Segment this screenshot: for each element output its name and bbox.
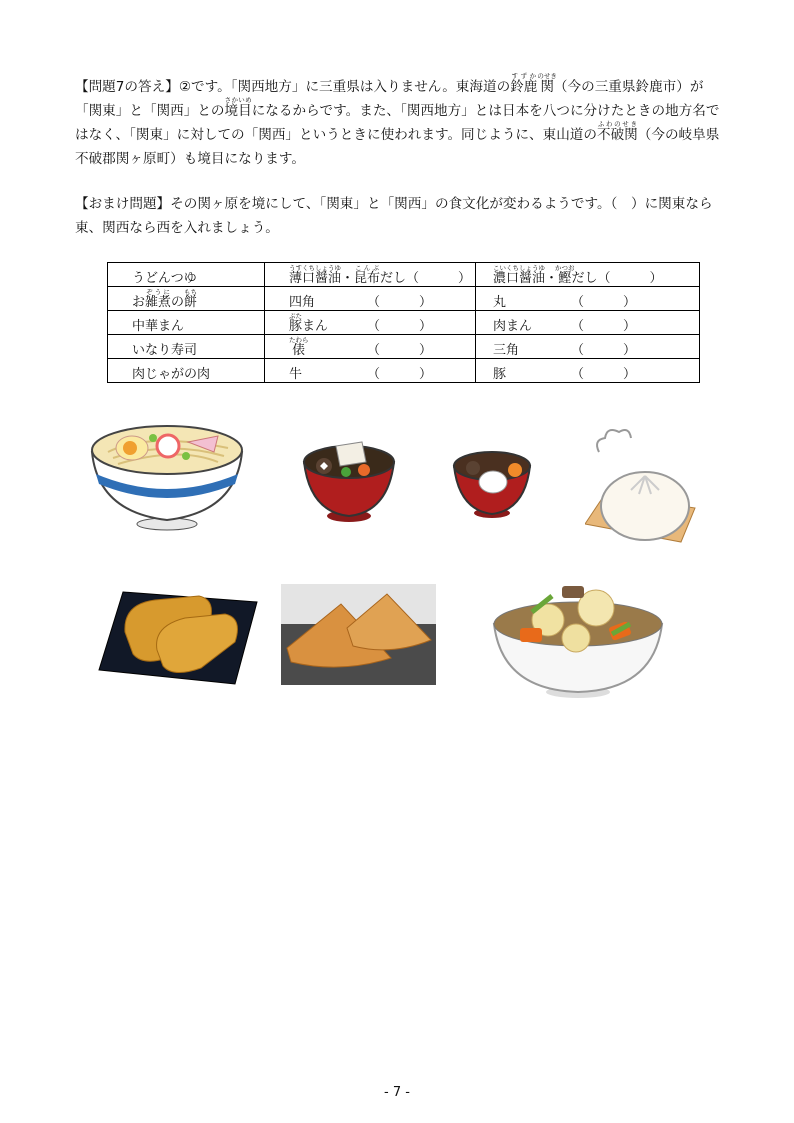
nikujaga-bowl-icon	[492, 572, 664, 700]
udon-bowl-icon	[88, 412, 246, 532]
zouni-square-mochi-icon	[300, 432, 398, 524]
item-cell: お雑煮ぞうにの餅もち	[108, 287, 265, 311]
item-cell: いなり寿司	[108, 335, 265, 359]
option-b: 肉まん （ ）	[476, 311, 700, 335]
option-b: 丸 （ ）	[476, 287, 700, 311]
item-cell: 中華まん	[108, 311, 265, 335]
item-cell: うどんつゆ	[108, 263, 265, 287]
option-a: 四角 （ ）	[265, 287, 476, 311]
table-row	[108, 287, 700, 311]
answer-label: 【問題7の答え】	[75, 79, 179, 95]
steamed-bun-icon	[585, 424, 697, 544]
kansai-option: 薄口醤油うすくちしょうゆ・昆布こんぶだし（ ）	[265, 263, 476, 287]
zouni-round-mochi-icon	[451, 438, 533, 520]
option-a: 牛 （ ）	[265, 359, 476, 383]
answer-paragraph: 【問題7の答え】②です。「関西地方」に三重県は入りません。東海道の鈴鹿すずか関のせき（今の三重県鈴鹿市）が「関東」と「関西」との境目さかいめになるからです。また、「関西地方」とは日本を八つに分けたときの地方名ではなく、「関東」に対しての「関西」というときに使われます。同じように、東山道の不破関ふわのせき（今の岐阜県不破郡関ヶ原町）も境目になります。	[75, 72, 720, 167]
page-number: - 7 -	[384, 1085, 410, 1100]
table-row	[108, 263, 700, 287]
table-row	[108, 311, 700, 335]
table-row	[108, 335, 700, 359]
table-row	[108, 359, 700, 383]
kanto-option: 濃口醤油こいくちしょうゆ・鰹かつおだし（ ）	[476, 263, 700, 287]
option-a: 豚ぶたまん （ ）	[265, 311, 476, 335]
option-b: 豚 （ ）	[476, 359, 700, 383]
bonus-label: 【おまけ問題】	[75, 196, 171, 212]
inari-triangle-icon	[281, 584, 436, 685]
option-b: 三角 （ ）	[476, 335, 700, 359]
food-culture-table	[107, 262, 700, 383]
inari-tawara-icon	[97, 584, 259, 686]
item-cell: 肉じゃがの肉	[108, 359, 265, 383]
bonus-paragraph: 【おまけ問題】その関ヶ原を境にして、「関東」と「関西」の食文化が変わるようです。（ ）に関東なら東、関西なら西を入れましょう。	[75, 196, 713, 236]
option-a: 俵たわら（ ）	[265, 335, 476, 359]
